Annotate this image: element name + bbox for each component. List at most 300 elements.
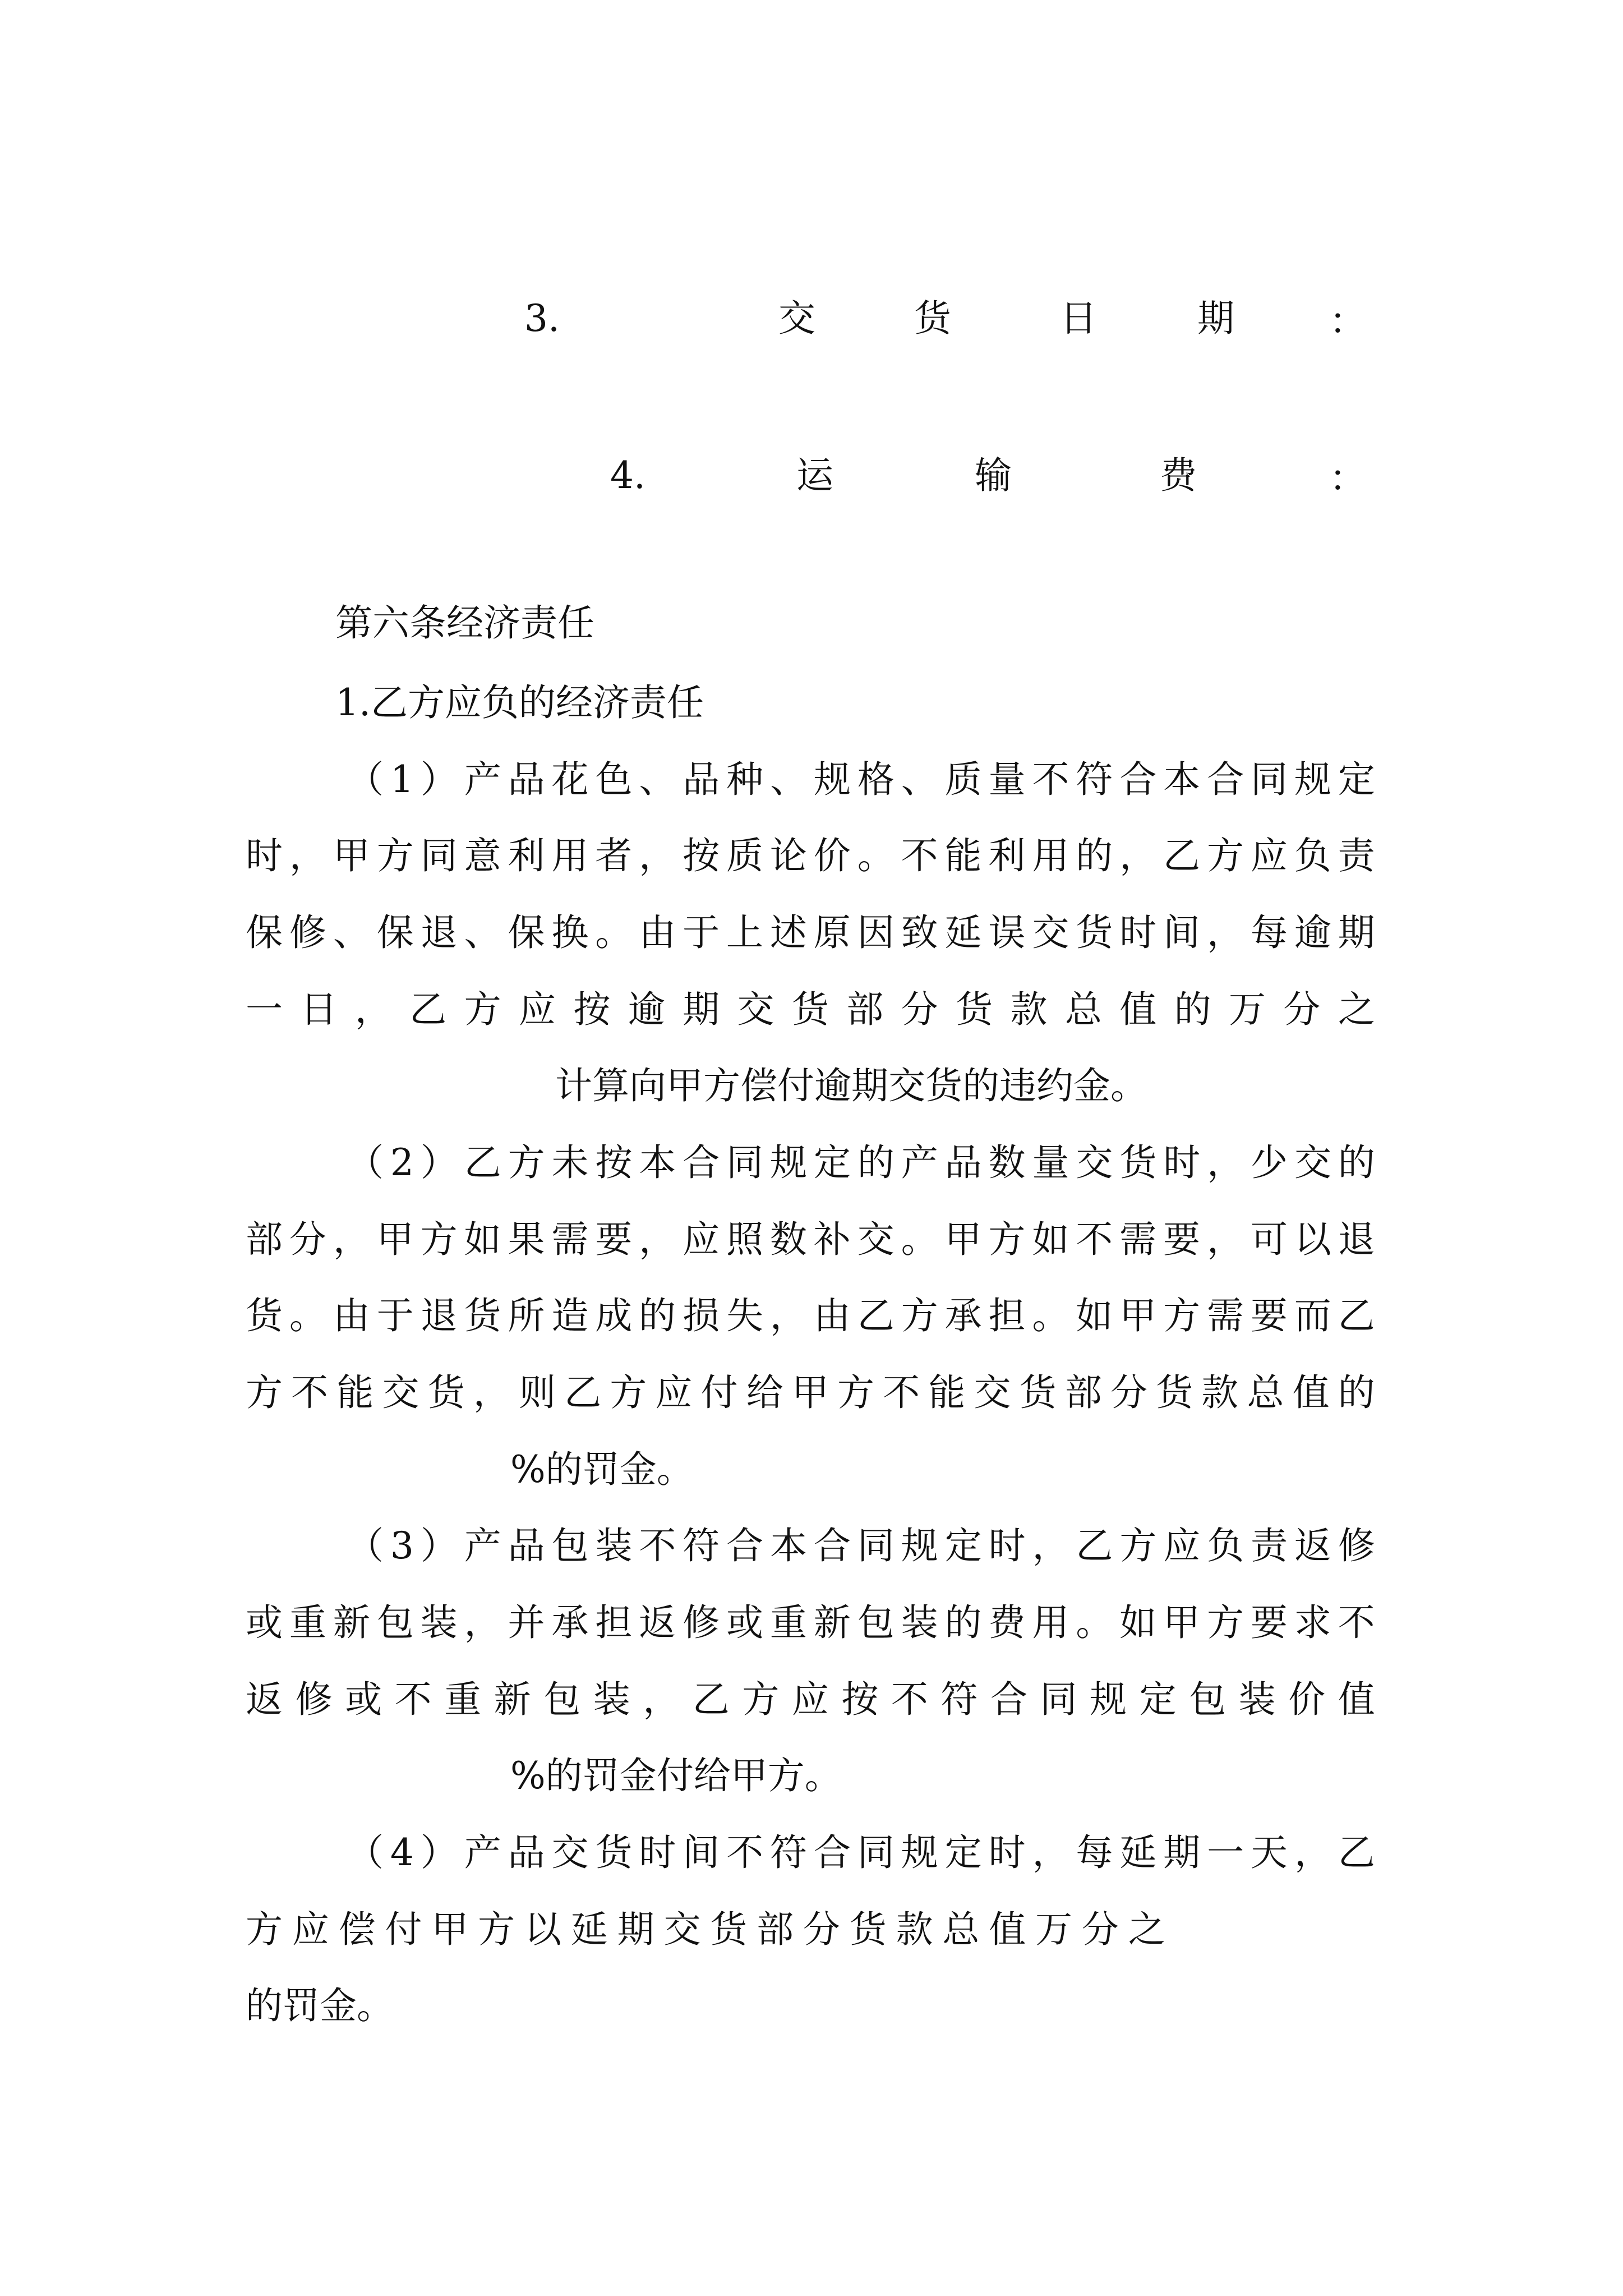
text-char: 方: [837, 1371, 875, 1414]
text-char: 方: [742, 1678, 780, 1721]
text-char: 装: [901, 1601, 938, 1644]
text-char: 所: [508, 1294, 545, 1337]
text-char: 由: [333, 1294, 370, 1337]
text-char: 乙: [857, 1294, 895, 1337]
text-char: 合: [1207, 758, 1244, 801]
text-char: 规: [901, 1524, 938, 1567]
text-char: 产: [464, 1524, 501, 1567]
text-char: 产: [464, 1831, 501, 1874]
text-char: 应: [518, 988, 556, 1031]
text-char: 产: [464, 758, 501, 801]
text-char: 期: [1163, 1831, 1201, 1874]
text-char: 保: [246, 911, 283, 954]
text-char: 规: [1294, 758, 1331, 801]
item-4-colon: ：: [1329, 457, 1366, 500]
text-char: 损: [683, 1294, 720, 1337]
text-char: 分: [1081, 1908, 1119, 1951]
text-char: 新: [333, 1601, 370, 1644]
text-char: 应: [1250, 834, 1288, 877]
text-char: 货: [710, 1908, 748, 1951]
text-char: 量: [988, 758, 1026, 801]
text-char: 部: [246, 1218, 283, 1261]
text-char: 每: [1250, 911, 1288, 954]
text-char: 包: [1189, 1678, 1227, 1721]
text-char: 定: [813, 1141, 851, 1184]
text-char: 期: [683, 988, 720, 1031]
p2-line-2: [246, 1218, 1375, 1261]
text-char: 本: [1163, 758, 1201, 801]
text-char: 包: [543, 1678, 581, 1721]
text-char: 需: [551, 1218, 589, 1261]
text-char: 修: [1338, 1524, 1375, 1567]
text-char: 品: [508, 1831, 545, 1874]
text-char: ，: [769, 1294, 807, 1337]
text-char: 承: [944, 1294, 982, 1337]
text-char: 保: [508, 911, 545, 954]
text-char: 的: [1076, 834, 1113, 877]
text-char: 符: [770, 1831, 808, 1874]
text-char: 款: [1201, 1371, 1239, 1414]
text-char: 照: [726, 1218, 763, 1261]
text-char: 值: [1119, 988, 1157, 1031]
text-char: 款: [896, 1908, 933, 1951]
text-char: 不: [639, 1524, 676, 1567]
text-char: 述: [769, 911, 807, 954]
text-char: 逾: [1294, 911, 1331, 954]
text-char: 。: [289, 1294, 326, 1337]
text-char: 货: [849, 1908, 887, 1951]
text-char: 并: [508, 1601, 545, 1644]
text-char: 色: [595, 758, 633, 801]
text-char: 方: [610, 1371, 647, 1414]
text-char: ，: [639, 1218, 676, 1261]
text-char: ，: [473, 1371, 510, 1414]
text-char: 如: [464, 1218, 501, 1261]
text-char: 装: [593, 1678, 630, 1721]
text-char: 如: [1119, 1601, 1157, 1644]
text-char: 1: [390, 758, 414, 801]
text-char: 方: [1163, 1294, 1201, 1337]
text-char: ）: [420, 1831, 458, 1874]
text-char: 货: [1076, 911, 1113, 954]
text-char: 方: [420, 1218, 458, 1261]
text-char: 修: [295, 1678, 333, 1721]
text-char: 乙: [1163, 834, 1201, 877]
text-char: 重: [769, 1601, 807, 1644]
text-char: 方: [246, 1908, 283, 1951]
text-char: 的: [1338, 1371, 1375, 1414]
item-3-char-2: 货: [914, 297, 951, 340]
text-char: 一: [246, 988, 283, 1031]
text-char: 合: [813, 1524, 851, 1567]
text-char: ）: [420, 1524, 458, 1567]
text-char: 符: [940, 1678, 978, 1721]
p2-line-3: [246, 1294, 1375, 1337]
text-char: 的: [857, 1141, 895, 1184]
p4-line-2: [246, 1908, 1165, 1951]
text-char: 3: [390, 1524, 414, 1567]
text-char: 乙: [1338, 1294, 1375, 1337]
text-char: 则: [518, 1371, 556, 1414]
p3-line-2: [246, 1601, 1375, 1644]
text-char: 要: [1250, 1294, 1288, 1337]
text-char: 装: [420, 1601, 458, 1644]
text-char: 甲: [333, 834, 370, 877]
text-char: 乙: [464, 1141, 501, 1184]
text-char: 甲: [1163, 1601, 1201, 1644]
text-char: 总: [1247, 1371, 1284, 1414]
text-char: 货: [595, 1831, 633, 1874]
text-char: 交: [737, 988, 774, 1031]
text-char: 返: [246, 1678, 283, 1721]
p4-tail: 的罚金。: [246, 1984, 394, 2027]
text-char: 方: [1206, 1601, 1244, 1644]
text-char: 不: [394, 1678, 432, 1721]
text-char: 可: [1250, 1218, 1288, 1261]
text-char: 者: [595, 834, 633, 877]
text-char: 用: [1032, 1601, 1069, 1644]
text-char: 种: [726, 758, 764, 801]
text-char: 不: [1338, 1601, 1375, 1644]
text-char: 包: [376, 1601, 414, 1644]
text-char: 定: [1139, 1678, 1177, 1721]
text-char: 。: [1076, 1601, 1113, 1644]
text-char: 以: [1294, 1218, 1331, 1261]
text-char: 交: [551, 1831, 589, 1874]
p1-line-3: [246, 911, 1375, 954]
p3-line-3: [246, 1678, 1375, 1721]
text-char: 品: [508, 758, 545, 801]
text-char: 2: [390, 1141, 414, 1184]
text-char: 方: [376, 834, 414, 877]
text-char: 之: [1338, 988, 1375, 1031]
text-char: 质: [726, 834, 763, 877]
text-char: ，: [639, 834, 676, 877]
text-char: 同: [420, 834, 458, 877]
text-char: 负: [1207, 1524, 1244, 1567]
text-char: 于: [376, 1294, 414, 1337]
text-char: 延: [944, 911, 982, 954]
text-char: 时: [1163, 1141, 1201, 1184]
text-char: 或: [345, 1678, 382, 1721]
text-char: 新: [813, 1601, 851, 1644]
p3-tail: %的罚金付给甲方。: [510, 1754, 842, 1797]
text-char: 需: [1119, 1218, 1157, 1261]
item-4-char-3: 费: [1160, 454, 1197, 497]
text-char: 不: [1032, 758, 1069, 801]
text-char: 而: [1294, 1294, 1331, 1337]
text-char: 货: [246, 1294, 283, 1337]
text-char: 分: [1283, 988, 1321, 1031]
text-char: 间: [1163, 911, 1201, 954]
text-char: 总: [1064, 988, 1102, 1031]
text-char: 应: [683, 1218, 720, 1261]
text-char: 交: [382, 1371, 419, 1414]
text-char: 价: [1288, 1678, 1326, 1721]
text-char: 修: [289, 911, 326, 954]
text-char: 的: [944, 1601, 982, 1644]
item-3-char-1: 交: [778, 297, 815, 340]
text-char: ，: [1294, 1831, 1331, 1874]
text-char: 担: [595, 1601, 633, 1644]
text-char: 不: [1076, 1218, 1113, 1261]
text-char: 总: [942, 1908, 980, 1951]
text-char: 货: [1119, 1141, 1157, 1184]
text-char: 时: [639, 1831, 676, 1874]
text-char: 于: [683, 911, 720, 954]
text-char: 合: [990, 1678, 1027, 1721]
text-char: 要: [595, 1218, 633, 1261]
text-char: 规: [901, 1831, 938, 1874]
text-char: （: [347, 1141, 384, 1184]
text-char: 如: [1032, 1218, 1069, 1261]
text-char: 不: [883, 1371, 920, 1414]
text-char: 同: [1040, 1678, 1077, 1721]
text-char: 延: [570, 1908, 608, 1951]
p2-line-1: [347, 1141, 1375, 1184]
p2-line-4: [246, 1371, 1375, 1414]
text-char: 担: [988, 1294, 1026, 1337]
text-char: 、: [639, 758, 676, 801]
text-char: 乙: [409, 988, 447, 1031]
text-char: 。: [595, 911, 633, 954]
text-char: 修: [683, 1601, 720, 1644]
text-char: ）: [420, 1141, 458, 1184]
text-char: 能: [928, 1371, 966, 1414]
text-char: 同: [726, 1141, 764, 1184]
text-char: 规: [813, 758, 851, 801]
text-char: 用: [551, 834, 589, 877]
text-char: 的: [639, 1294, 676, 1337]
text-char: 果: [508, 1218, 545, 1261]
text-char: 数: [988, 1141, 1026, 1184]
text-char: ，: [1207, 1141, 1244, 1184]
text-char: ，: [1032, 1831, 1069, 1874]
text-char: 数: [769, 1218, 807, 1261]
text-char: 货: [956, 988, 993, 1031]
text-char: 货: [464, 1294, 501, 1337]
text-char: 同: [857, 1831, 895, 1874]
text-char: ）: [420, 758, 458, 801]
text-char: 不: [891, 1678, 928, 1721]
text-char: 本: [639, 1141, 676, 1184]
text-char: （: [347, 758, 384, 801]
text-char: 逾: [628, 988, 665, 1031]
text-char: 合: [813, 1831, 851, 1874]
text-char: 交: [857, 1218, 895, 1261]
text-char: 要: [1250, 1601, 1288, 1644]
text-char: 上: [726, 911, 763, 954]
text-char: 给: [746, 1371, 783, 1414]
text-char: 、: [464, 911, 501, 954]
text-char: 方: [1119, 1524, 1157, 1567]
text-char: 乙: [692, 1678, 730, 1721]
text-char: 费: [988, 1601, 1026, 1644]
text-char: 或: [726, 1601, 763, 1644]
text-char: 如: [1076, 1294, 1113, 1337]
text-char: 货: [791, 988, 829, 1031]
text-char: 方: [988, 1218, 1026, 1261]
text-char: 货: [1156, 1371, 1193, 1414]
text-char: 需: [1206, 1294, 1244, 1337]
item-4-char-1: 运: [796, 454, 833, 497]
text-char: 返: [639, 1601, 676, 1644]
text-char: 不: [291, 1371, 329, 1414]
text-char: ，: [1206, 911, 1244, 954]
text-char: 符: [1076, 758, 1113, 801]
text-char: 失: [726, 1294, 763, 1337]
text-char: 补: [813, 1218, 851, 1261]
text-char: 或: [246, 1601, 283, 1644]
text-char: 造: [551, 1294, 589, 1337]
text-char: ，: [1119, 834, 1157, 877]
text-char: 乙: [1076, 1524, 1113, 1567]
text-char: 付: [700, 1371, 738, 1414]
text-char: 按: [841, 1678, 879, 1721]
text-char: 款: [1010, 988, 1048, 1031]
text-char: 定: [944, 1831, 982, 1874]
text-char: 规: [770, 1141, 808, 1184]
text-char: 方: [478, 1908, 515, 1951]
text-char: 规: [1090, 1678, 1127, 1721]
text-char: 方: [464, 988, 501, 1031]
text-char: 品: [683, 758, 720, 801]
text-char: 能: [944, 834, 982, 877]
text-char: 责: [1251, 1524, 1288, 1567]
text-char: 误: [988, 911, 1026, 954]
text-char: 分: [803, 1908, 840, 1951]
text-char: 、: [333, 911, 370, 954]
text-char: 返: [1294, 1524, 1331, 1567]
text-char: 交: [663, 1908, 701, 1951]
text-char: 质: [944, 758, 982, 801]
text-char: 付: [385, 1908, 422, 1951]
text-char: 致: [901, 911, 938, 954]
text-char: 符: [683, 1524, 720, 1567]
text-char: 期: [617, 1908, 654, 1951]
text-char: 一: [1207, 1831, 1244, 1874]
text-char: 、: [770, 758, 808, 801]
text-char: 成: [595, 1294, 633, 1337]
text-char: 偿: [338, 1908, 376, 1951]
text-char: 合: [683, 1141, 720, 1184]
text-char: 延: [1119, 1831, 1157, 1874]
text-char: 应: [655, 1371, 693, 1414]
text-char: 值: [989, 1908, 1026, 1951]
item-4-number: 4.: [610, 454, 645, 497]
text-char: 交: [1076, 1141, 1113, 1184]
text-char: 时: [988, 1524, 1026, 1567]
text-char: ，: [1206, 1218, 1244, 1261]
text-char: 重: [289, 1601, 326, 1644]
text-char: 乙: [1338, 1831, 1375, 1874]
item-3-char-4: 期: [1197, 297, 1234, 340]
text-char: 不: [726, 1831, 764, 1874]
text-char: 应: [292, 1908, 329, 1951]
text-char: 定: [1338, 758, 1375, 801]
text-char: 值: [1292, 1371, 1330, 1414]
text-char: 论: [769, 834, 807, 877]
text-char: 天: [1251, 1831, 1288, 1874]
p2-tail: %的罚金。: [510, 1448, 694, 1491]
text-char: 负: [1294, 834, 1331, 877]
text-char: 日: [300, 988, 338, 1031]
text-char: 退: [1338, 1218, 1375, 1261]
article-title: 第六条经济责任: [335, 601, 594, 645]
text-char: 时: [988, 1831, 1026, 1874]
text-char: 部: [757, 1908, 794, 1951]
item-4-char-2: 输: [975, 454, 1012, 497]
text-char: 少: [1251, 1141, 1288, 1184]
text-char: 重: [444, 1678, 482, 1721]
text-char: 之: [1128, 1908, 1165, 1951]
item-3-colon: ：: [1329, 300, 1366, 343]
item-3-number: 3.: [524, 297, 560, 340]
text-char: 方: [246, 1371, 283, 1414]
text-char: 期: [1338, 911, 1375, 954]
text-char: 不: [901, 834, 938, 877]
p4-line-1: [347, 1831, 1375, 1874]
p3-line-1: [347, 1524, 1375, 1567]
text-char: 分: [1110, 1371, 1147, 1414]
text-char: ，: [333, 1218, 370, 1261]
text-char: ，: [464, 1601, 501, 1644]
text-char: 甲: [791, 1371, 829, 1414]
text-char: 货: [1019, 1371, 1057, 1414]
text-char: 能: [336, 1371, 374, 1414]
text-char: 利: [508, 834, 545, 877]
text-char: 交: [1294, 1141, 1331, 1184]
section-title: 1.乙方应负的经济责任: [335, 681, 704, 724]
text-char: 格: [857, 758, 895, 801]
text-char: 换: [551, 911, 589, 954]
text-char: 万: [1229, 988, 1266, 1031]
text-char: （: [347, 1831, 384, 1874]
text-char: 量: [1032, 1141, 1069, 1184]
text-char: 每: [1076, 1831, 1113, 1874]
text-char: 时: [1119, 911, 1157, 954]
text-char: 花: [551, 758, 589, 801]
text-char: 应: [791, 1678, 829, 1721]
text-char: 的: [1338, 1141, 1375, 1184]
text-char: 装: [1238, 1678, 1276, 1721]
text-char: 万: [1035, 1908, 1073, 1951]
text-char: 同: [1251, 758, 1288, 801]
text-char: 分: [901, 988, 938, 1031]
text-char: 责: [1338, 834, 1375, 877]
text-char: 利: [988, 834, 1026, 877]
text-char: 间: [683, 1831, 720, 1874]
text-char: 合: [726, 1524, 764, 1567]
text-char: 装: [595, 1524, 633, 1567]
p1-line-4: [246, 988, 1375, 1031]
text-char: 因: [857, 911, 895, 954]
text-char: 品: [508, 1524, 545, 1567]
text-char: 保: [376, 911, 414, 954]
text-char: 4: [390, 1831, 414, 1874]
p1-line-1: [347, 758, 1375, 801]
text-char: ，: [289, 834, 326, 877]
text-char: 。: [857, 834, 895, 877]
p1-line-2: [246, 834, 1375, 877]
text-char: 值: [1338, 1678, 1375, 1721]
text-char: 定: [944, 1524, 982, 1567]
text-char: 承: [551, 1601, 589, 1644]
text-char: 交: [974, 1371, 1011, 1414]
text-char: 求: [1294, 1601, 1331, 1644]
text-char: 甲: [1119, 1294, 1157, 1337]
text-char: 由: [639, 911, 676, 954]
